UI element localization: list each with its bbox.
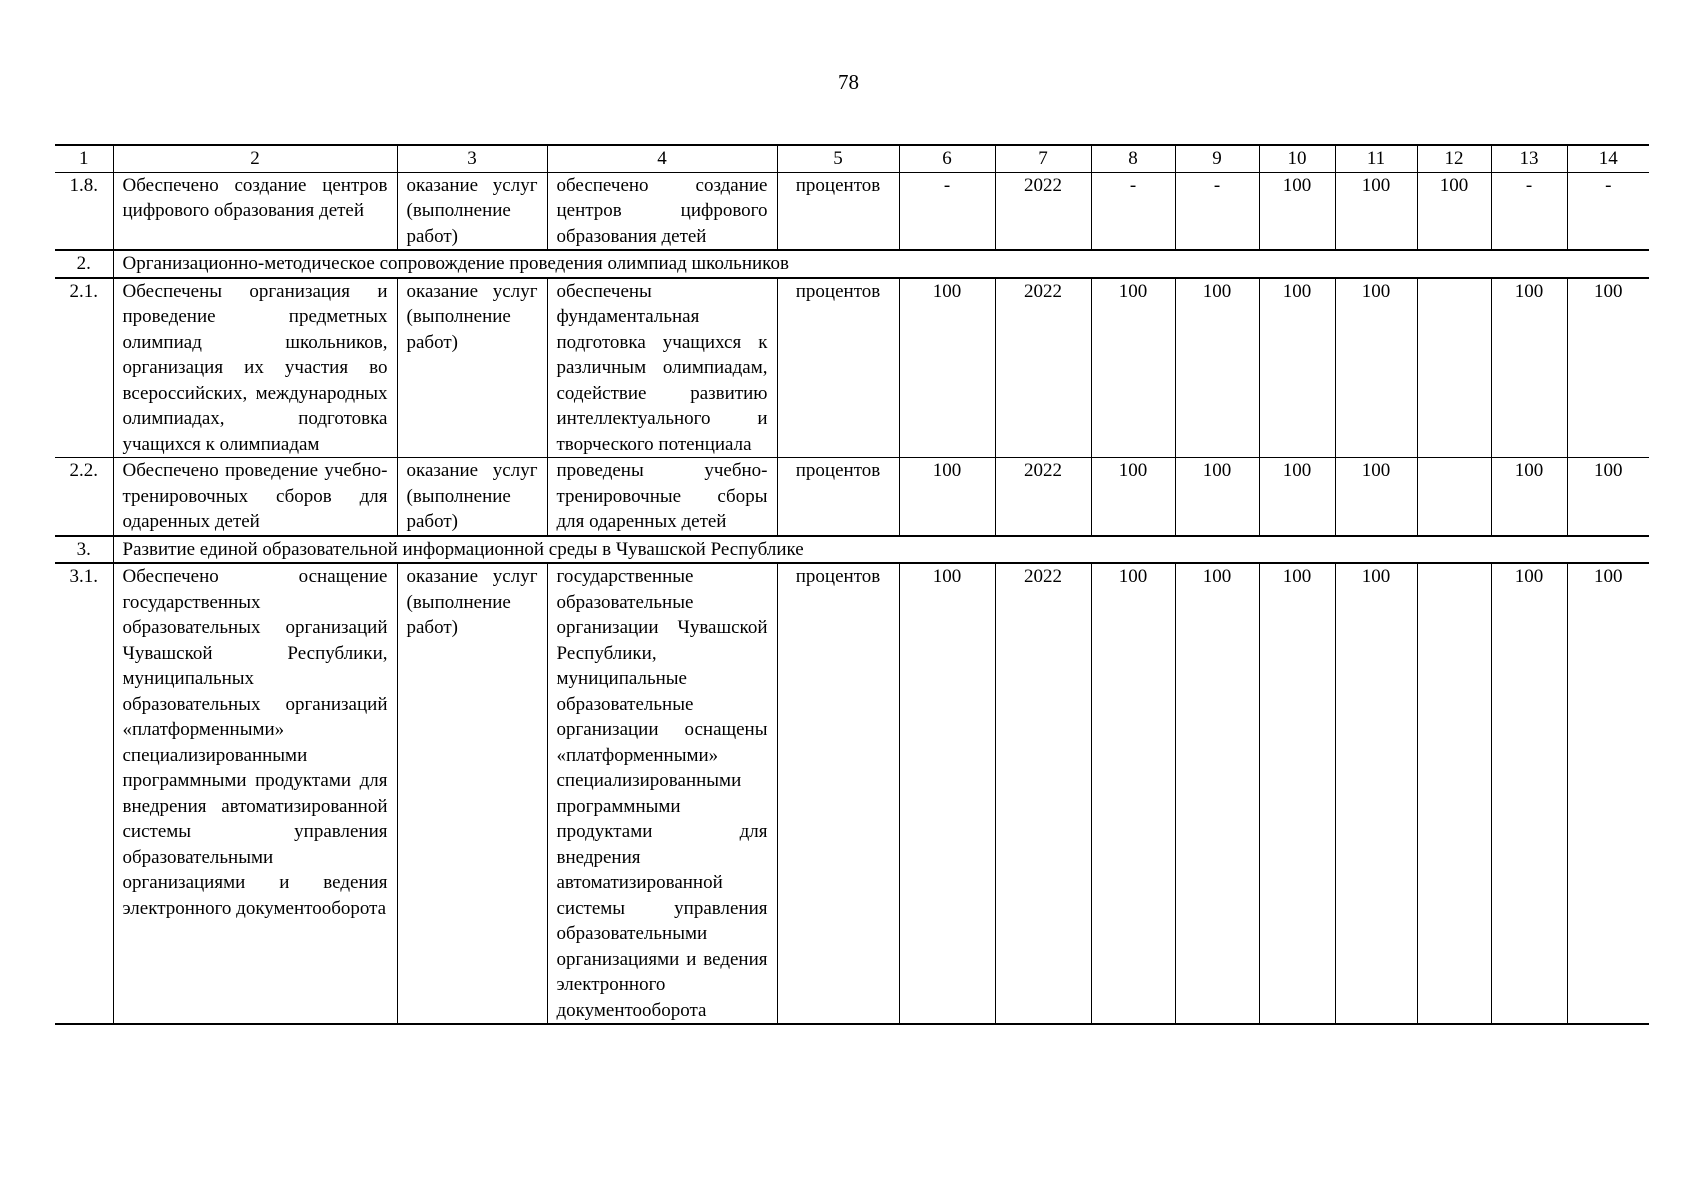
value-cell: 100	[1091, 563, 1175, 1024]
year-cell: 2022	[995, 458, 1091, 536]
column-header: 3	[397, 145, 547, 172]
column-header: 12	[1417, 145, 1491, 172]
task-type: оказание услуг (выполнение работ)	[397, 278, 547, 458]
column-header: 5	[777, 145, 899, 172]
result-description: Обеспечено создание центров цифрового образования детей	[113, 172, 397, 250]
value-cell: 100	[1491, 278, 1567, 458]
value-cell: 100	[899, 458, 995, 536]
value-cell: 100	[1567, 278, 1649, 458]
unit-cell: процентов	[777, 278, 899, 458]
value-cell: -	[1567, 172, 1649, 250]
value-cell: 100	[1091, 458, 1175, 536]
column-header: 10	[1259, 145, 1335, 172]
value-cell: 100	[899, 278, 995, 458]
column-header: 7	[995, 145, 1091, 172]
value-cell: 100	[1335, 458, 1417, 536]
indicator-description: проведены учебно-тренировочные сборы для одаренных детей	[547, 458, 777, 536]
section-title: Организационно-методическое сопровождение проведения олимпиад школьников	[113, 250, 1649, 278]
indicator-description: обеспечено создание центров цифрового образования детей	[547, 172, 777, 250]
result-description: Обеспечено проведение учебно-тренировочных сборов для одаренных детей	[113, 458, 397, 536]
value-cell: 100	[1175, 278, 1259, 458]
column-header: 14	[1567, 145, 1649, 172]
year-cell: 2022	[995, 172, 1091, 250]
value-cell	[1417, 458, 1491, 536]
table-row	[55, 172, 1649, 250]
section-title: Развитие единой образовательной информационной среды в Чувашской Республике	[113, 536, 1649, 564]
column-header: 4	[547, 145, 777, 172]
value-cell: 100	[1567, 458, 1649, 536]
unit-cell: процентов	[777, 172, 899, 250]
column-header: 9	[1175, 145, 1259, 172]
table-row	[55, 278, 1649, 458]
row-number: 2.1.	[55, 278, 113, 458]
column-header: 1	[55, 145, 113, 172]
value-cell: 100	[1335, 563, 1417, 1024]
column-header: 11	[1335, 145, 1417, 172]
task-type: оказание услуг (выполнение работ)	[397, 172, 547, 250]
value-cell: 100	[1259, 563, 1335, 1024]
section-number: 3.	[55, 536, 113, 564]
value-cell: 100	[1175, 563, 1259, 1024]
value-cell: 100	[1175, 458, 1259, 536]
value-cell: 100	[1091, 278, 1175, 458]
row-number: 3.1.	[55, 563, 113, 1024]
year-cell: 2022	[995, 563, 1091, 1024]
table-row	[55, 563, 1649, 1024]
value-cell: -	[1175, 172, 1259, 250]
value-cell	[1417, 278, 1491, 458]
value-cell: 100	[1259, 172, 1335, 250]
value-cell	[1417, 563, 1491, 1024]
result-description: Обеспечено оснащение государственных образовательных организаций Чувашской Республики, муниципальных образовательных организаций «платформенными» специализированными программными продуктами для внедрения автоматизированной системы управления образовательными организациями и ведения электронного документооборота	[113, 563, 397, 1024]
value-cell: 100	[1417, 172, 1491, 250]
unit-cell: процентов	[777, 563, 899, 1024]
value-cell: 100	[1259, 278, 1335, 458]
value-cell: 100	[1335, 278, 1417, 458]
row-number: 1.8.	[55, 172, 113, 250]
section-row	[55, 536, 1649, 564]
column-header: 13	[1491, 145, 1567, 172]
indicator-description: обеспечены фундаментальная подготовка учащихся к различным олимпиадам, содействие развитию интеллектуального и творческого потенциала	[547, 278, 777, 458]
unit-cell: процентов	[777, 458, 899, 536]
year-cell: 2022	[995, 278, 1091, 458]
row-number: 2.2.	[55, 458, 113, 536]
value-cell: 100	[1491, 458, 1567, 536]
result-description: Обеспечены организация и проведение предметных олимпиад школьников, организация их участия во всероссийских, международных олимпиадах, подготовка учащихся к олимпиадам	[113, 278, 397, 458]
value-cell: 100	[1567, 563, 1649, 1024]
task-type: оказание услуг (выполнение работ)	[397, 563, 547, 1024]
value-cell: 100	[1259, 458, 1335, 536]
value-cell: -	[899, 172, 995, 250]
task-type: оказание услуг (выполнение работ)	[397, 458, 547, 536]
column-header: 2	[113, 145, 397, 172]
value-cell: -	[1091, 172, 1175, 250]
column-header: 8	[1091, 145, 1175, 172]
value-cell: 100	[899, 563, 995, 1024]
table-row	[55, 458, 1649, 536]
indicator-description: государственные образовательные организации Чувашской Республики, муниципальные образовательные организации оснащены «платформенными» специализированными программными продуктами для внедрения автоматизированной системы управления образовательными организациями и ведения электронного документооборота	[547, 563, 777, 1024]
page-number: 78	[838, 70, 859, 94]
section-number: 2.	[55, 250, 113, 278]
header-row	[55, 145, 1649, 172]
column-header: 6	[899, 145, 995, 172]
indicators-table	[55, 144, 1649, 1025]
value-cell: -	[1491, 172, 1567, 250]
value-cell: 100	[1335, 172, 1417, 250]
section-row	[55, 250, 1649, 278]
value-cell: 100	[1491, 563, 1567, 1024]
